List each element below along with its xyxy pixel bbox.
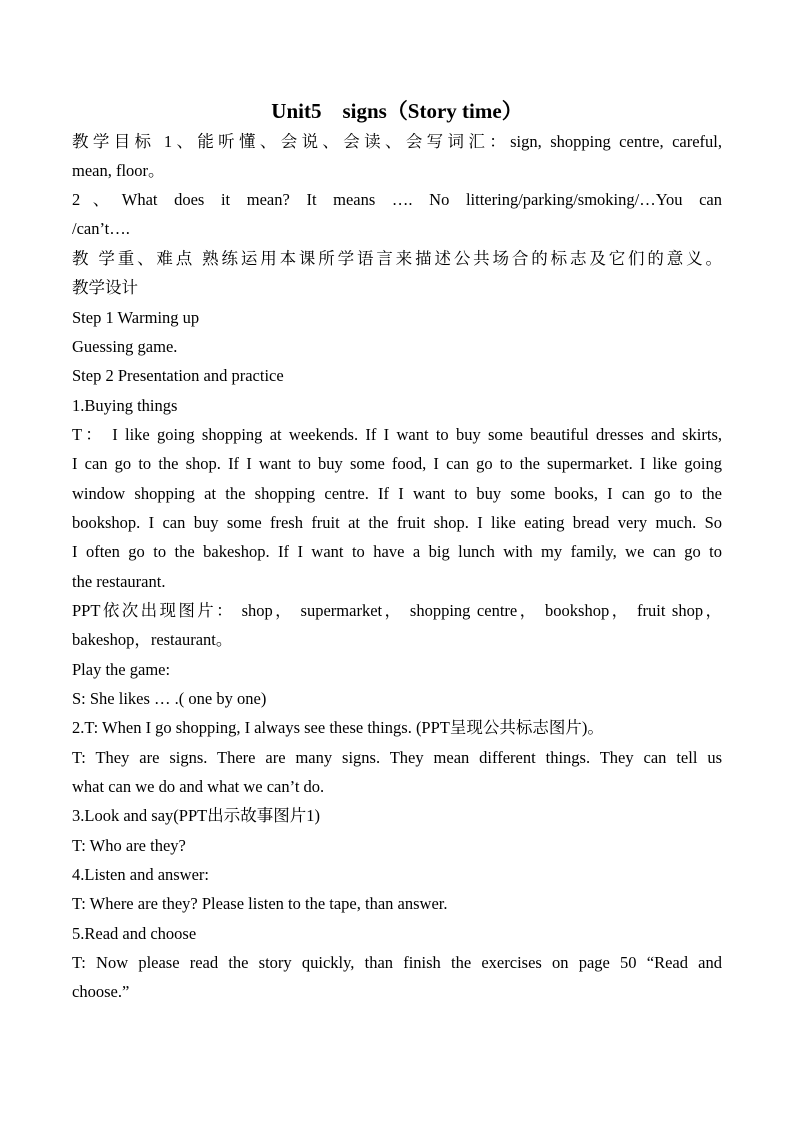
- key-points-line: 教 学重、难点 熟练运用本课所学语言来描述公共场合的标志及它们的意义。: [72, 249, 722, 268]
- subheading-listen-and-answer: 4.Listen and answer:: [72, 865, 210, 884]
- text-line: Guessing game.: [72, 337, 178, 356]
- text-line: T: Who are they?: [72, 836, 186, 855]
- section-heading-design: 教学设计: [72, 278, 138, 297]
- paragraph-line: the restaurant.: [72, 572, 166, 591]
- subheading-look-and-say: 3.Look and say(PPT出示故事图片1): [72, 806, 320, 825]
- paragraph-line: T: They are signs. There are many signs. They mean different things. They can tell us: [72, 748, 722, 767]
- subheading-buying-things: 1.Buying things: [72, 396, 178, 415]
- paragraph-line: T： I like going shopping at weekends. If I want to buy some beautiful dresses and skirts,: [72, 425, 722, 444]
- objectives-line-1: 教学目标 1、能听懂、会说、会读、会写词汇：sign, shopping centre, careful,: [72, 132, 722, 151]
- text-line: 2.T: When I go shopping, I always see these things. (PPT呈现公共标志图片)。: [72, 718, 604, 737]
- step-2-heading: Step 2 Presentation and practice: [72, 366, 284, 385]
- text-line: S: She likes … .( one by one): [72, 689, 267, 708]
- ppt-line: bakeshop，restaurant。: [72, 630, 233, 649]
- text-line: Play the game:: [72, 660, 171, 679]
- paragraph-line: window shopping at the shopping centre. If I want to buy some books, I can go to the: [72, 484, 722, 503]
- ppt-line: PPT依次出现图片： shop， supermarket， shopping centre， bookshop， fruit shop，: [72, 601, 722, 620]
- page-title: Unit5 signs（Story time）: [271, 99, 523, 123]
- step-1-heading: Step 1 Warming up: [72, 308, 200, 327]
- paragraph-line: T: Now please read the story quickly, than finish the exercises on page 50 “Read and: [72, 953, 722, 972]
- paragraph-line: choose.”: [72, 982, 130, 1001]
- paragraph-line: what can we do and what we can’t do.: [72, 777, 325, 796]
- objectives-line-2: mean, floor。: [72, 161, 165, 180]
- paragraph-line: I can go to the shop. If I want to buy some food, I can go to the supermarket. I like going: [72, 454, 722, 473]
- paragraph-line: bookshop. I can buy some fresh fruit at the fruit shop. I like eating bread very much. So: [72, 513, 722, 532]
- objectives-line-3: 2、What does it mean? It means …. No littering/parking/smoking/…You can: [72, 190, 722, 209]
- paragraph-line: I often go to the bakeshop. If I want to have a big lunch with my family, we can go to: [72, 542, 722, 561]
- subheading-read-and-choose: 5.Read and choose: [72, 924, 197, 943]
- text-line: T: Where are they? Please listen to the tape, than answer.: [72, 894, 448, 913]
- objectives-line-4: /can’t….: [72, 219, 130, 238]
